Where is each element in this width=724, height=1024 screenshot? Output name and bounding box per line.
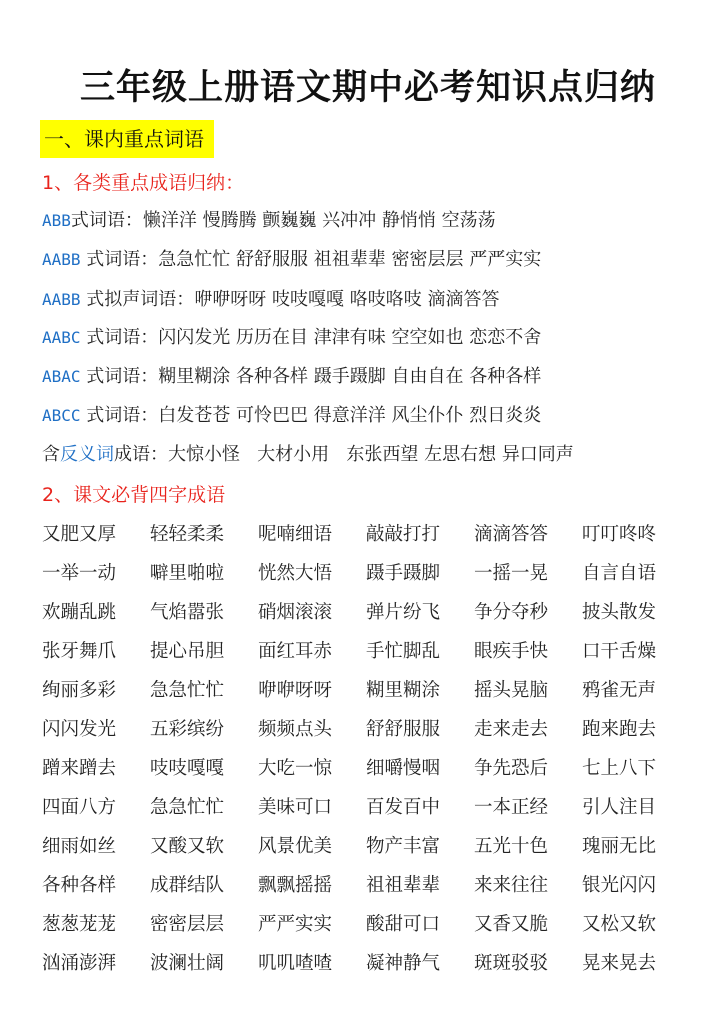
word: 历历在目 xyxy=(236,327,308,348)
idiom-cell: 斑斑驳驳 xyxy=(474,952,549,974)
idiom-cell: 四面八方 xyxy=(42,796,117,818)
idiom-cell: 美味可口 xyxy=(258,796,333,818)
idiom-cell: 面红耳赤 xyxy=(258,640,333,662)
pattern-label: 式词语： xyxy=(86,327,159,348)
idiom-cell: 叽叽喳喳 xyxy=(258,952,333,974)
idiom-row xyxy=(42,552,682,591)
idiom-cell: 葱葱茏茏 xyxy=(42,913,117,935)
idiom-cell: 蹑手蹑脚 xyxy=(366,562,441,584)
section-header-vocabulary: 一、课内重点词语 xyxy=(40,120,214,158)
idiom-row xyxy=(42,630,682,669)
word: 东张西望 xyxy=(346,444,419,465)
idiom-cell: 走来走去 xyxy=(474,718,549,740)
idiom-row xyxy=(42,864,682,903)
pattern-label: 式词语： xyxy=(86,249,159,270)
idiom-cell: 争先恐后 xyxy=(474,757,549,779)
idiom-row xyxy=(42,825,682,864)
idiom-cell: 严严实实 xyxy=(258,913,333,935)
word: 咯吱咯吱 xyxy=(349,289,422,310)
idiom-cell: 又酸又软 xyxy=(150,835,225,857)
word: 严严实实 xyxy=(469,249,542,270)
word: 白发苍苍 xyxy=(158,405,231,426)
word: 津津有味 xyxy=(313,327,386,348)
word: 蹑手蹑脚 xyxy=(313,366,386,387)
idiom-cell: 一本正经 xyxy=(474,796,549,818)
idiom-cell: 欢蹦乱跳 xyxy=(42,601,117,623)
page-title: 三年级上册语文期中必考知识点归纳 xyxy=(79,68,656,108)
idiom-cell: 晃来晃去 xyxy=(582,952,657,974)
idiom-cell: 叮叮咚咚 xyxy=(582,523,657,545)
idiom-cell: 敲敲打打 xyxy=(366,523,441,545)
idiom-cell: 轻轻柔柔 xyxy=(150,523,225,545)
word: 舒舒服服 xyxy=(236,249,308,270)
idiom-cell: 蹭来蹭去 xyxy=(42,757,117,779)
idiom-cell: 争分夺秒 xyxy=(474,601,549,623)
idiom-row xyxy=(42,786,682,825)
pattern-prefix: ABCC xyxy=(42,406,81,425)
pattern-row-aabc xyxy=(42,323,541,349)
idiom-cell: 凝神静气 xyxy=(366,952,441,974)
word: 懒洋洋 xyxy=(142,210,197,231)
idiom-cell: 成群结队 xyxy=(150,874,225,896)
word: 烈日炎炎 xyxy=(469,405,542,426)
subsection-header-must-recite: 2、课文必背四字成语 xyxy=(42,484,226,506)
idiom-cell: 汹涌澎湃 xyxy=(42,952,117,974)
idiom-row xyxy=(42,708,682,747)
pattern-row-aabb xyxy=(42,245,541,271)
idiom-cell: 又香又脆 xyxy=(474,913,549,935)
idiom-cell: 酸甜可口 xyxy=(366,913,441,935)
pattern-label: 式词语： xyxy=(86,405,159,426)
pattern-prefix: AABB xyxy=(42,290,81,309)
idiom-cell: 鸦雀无声 xyxy=(582,679,657,701)
antonym-lead: 含 xyxy=(42,444,60,465)
word: 左思右想 xyxy=(424,444,497,465)
idiom-row xyxy=(42,942,682,981)
word: 静悄悄 xyxy=(381,210,436,231)
pattern-row-abac xyxy=(42,362,541,388)
idiom-cell: 物产丰富 xyxy=(366,835,441,857)
idiom-cell: 硝烟滚滚 xyxy=(258,601,333,623)
idiom-cell: 频频点头 xyxy=(258,718,333,740)
idiom-cell: 来来往往 xyxy=(474,874,549,896)
idiom-cell: 张牙舞爪 xyxy=(42,640,117,662)
idiom-cell: 百发百中 xyxy=(366,796,441,818)
word: 空空如也 xyxy=(391,327,464,348)
word: 可怜巴巴 xyxy=(236,405,308,426)
idiom-cell: 眼疾手快 xyxy=(474,640,549,662)
idiom-cell: 闪闪发光 xyxy=(42,718,117,740)
idiom-cell: 一举一动 xyxy=(42,562,117,584)
pattern-prefix: ABAC xyxy=(42,367,81,386)
antonym-keyword: 反义词 xyxy=(60,444,114,465)
idiom-cell: 呢喃细语 xyxy=(258,523,333,545)
idiom-row xyxy=(42,591,682,630)
idiom-row xyxy=(42,669,682,708)
idiom-cell: 急急忙忙 xyxy=(150,679,225,701)
word: 风尘仆仆 xyxy=(391,405,464,426)
pattern-label: 式词语： xyxy=(70,210,143,231)
idiom-cell: 吱吱嘎嘎 xyxy=(150,757,225,779)
word: 大材小用 xyxy=(257,444,330,465)
idiom-cell: 急急忙忙 xyxy=(150,796,225,818)
idiom-cell: 银光闪闪 xyxy=(582,874,657,896)
word: 糊里糊涂 xyxy=(158,366,231,387)
word: 恋恋不舍 xyxy=(469,327,542,348)
idiom-cell: 弹片纷飞 xyxy=(366,601,441,623)
idiom-cell: 滴滴答答 xyxy=(474,523,549,545)
idiom-cell: 各种各样 xyxy=(42,874,117,896)
word: 颤巍巍 xyxy=(262,210,317,231)
word: 各种各样 xyxy=(469,366,542,387)
idiom-cell: 噼里啪啦 xyxy=(150,562,225,584)
idiom-cell: 引人注目 xyxy=(582,796,657,818)
idiom-cell: 祖祖辈辈 xyxy=(366,874,441,896)
idiom-cell: 瑰丽无比 xyxy=(582,835,657,857)
word: 咿咿呀呀 xyxy=(194,289,267,310)
idiom-cell: 绚丽多彩 xyxy=(42,679,117,701)
idiom-cell: 披头散发 xyxy=(582,601,657,623)
pattern-label: 式词语： xyxy=(86,366,159,387)
idiom-cell: 咿咿呀呀 xyxy=(258,679,333,701)
idiom-cell: 密密层层 xyxy=(150,913,225,935)
idiom-cell: 细雨如丝 xyxy=(42,835,117,857)
word: 大惊小怪 xyxy=(168,444,240,465)
word: 自由自在 xyxy=(391,366,464,387)
idiom-cell: 跑来跑去 xyxy=(582,718,657,740)
pattern-prefix: AABB xyxy=(42,250,81,269)
pattern-row-abb xyxy=(42,206,496,232)
idiom-row xyxy=(42,747,682,786)
word: 异口同声 xyxy=(501,444,574,465)
word: 兴冲冲 xyxy=(322,210,377,231)
idiom-cell: 舒舒服服 xyxy=(366,718,441,740)
antonym-idiom-row xyxy=(42,440,574,466)
word: 密密层层 xyxy=(391,249,464,270)
idiom-cell: 波澜壮阔 xyxy=(150,952,225,974)
idiom-cell: 五彩缤纷 xyxy=(150,718,225,740)
word: 滴滴答答 xyxy=(427,289,500,310)
idiom-cell: 又肥又厚 xyxy=(42,523,117,545)
idiom-cell: 提心吊胆 xyxy=(150,640,225,662)
idiom-cell: 气焰嚣张 xyxy=(150,601,225,623)
pattern-label: 成语： xyxy=(114,444,168,465)
idiom-row xyxy=(42,903,682,942)
idiom-cell: 五光十色 xyxy=(474,835,549,857)
idiom-cell: 细嚼慢咽 xyxy=(366,757,441,779)
word: 闪闪发光 xyxy=(158,327,231,348)
idiom-cell: 七上八下 xyxy=(582,757,657,779)
word: 祖祖辈辈 xyxy=(313,249,386,270)
idiom-cell: 口干舌燥 xyxy=(582,640,657,662)
idiom-grid xyxy=(42,513,682,981)
word: 吱吱嘎嘎 xyxy=(272,289,344,310)
idiom-cell: 一摇一晃 xyxy=(474,562,549,584)
pattern-label: 式拟声词语： xyxy=(86,289,195,310)
pattern-row-aabb-onomatopoeia xyxy=(42,285,499,311)
word: 各种各样 xyxy=(236,366,308,387)
idiom-cell: 飘飘摇摇 xyxy=(258,874,333,896)
word: 急急忙忙 xyxy=(158,249,231,270)
idiom-cell: 摇头晃脑 xyxy=(474,679,549,701)
pattern-prefix: AABC xyxy=(42,328,81,347)
idiom-cell: 自言自语 xyxy=(582,562,657,584)
idiom-cell: 大吃一惊 xyxy=(258,757,333,779)
word: 空荡荡 xyxy=(441,210,496,231)
idiom-cell: 又松又软 xyxy=(582,913,657,935)
idiom-cell: 恍然大悟 xyxy=(258,562,333,584)
idiom-cell: 手忙脚乱 xyxy=(366,640,441,662)
word: 得意洋洋 xyxy=(313,405,386,426)
idiom-row xyxy=(42,513,682,552)
pattern-row-abcc xyxy=(42,401,541,427)
idiom-cell: 糊里糊涂 xyxy=(366,679,441,701)
idiom-cell: 风景优美 xyxy=(258,835,333,857)
pattern-prefix: ABB xyxy=(42,211,71,230)
word: 慢腾腾 xyxy=(202,210,257,231)
subsection-header-idiom-types: 1、各类重点成语归纳： xyxy=(42,172,245,194)
